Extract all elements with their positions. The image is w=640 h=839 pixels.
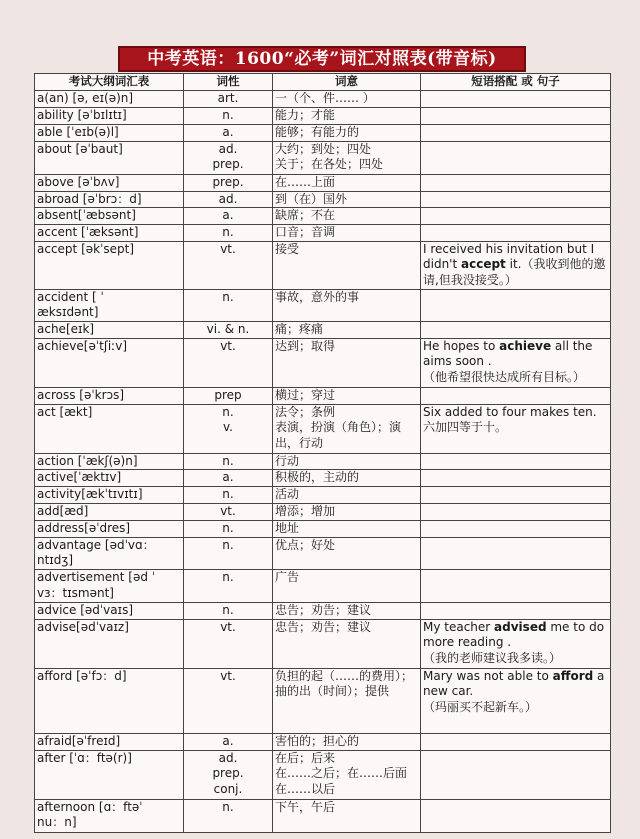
meaning-cell-text: 一（个、件…… ） <box>275 91 375 105</box>
meaning-cell <box>273 225 421 242</box>
meaning-cell-text: 积极的，主动的 <box>275 470 360 485</box>
example-cell <box>421 537 611 569</box>
meaning-cell-text: 优点；好处 <box>275 537 336 552</box>
word-cell-text: accent [ˈæksənt] <box>37 225 139 240</box>
example-cell <box>421 503 611 520</box>
pos-cell-text: n. <box>222 569 234 584</box>
word-cell-text: able [ˈeɪb(ə)l] <box>37 124 119 139</box>
table-row <box>35 487 611 504</box>
pos-cell-text: n. <box>222 537 234 552</box>
table-row <box>35 91 611 108</box>
table-row <box>35 404 611 453</box>
example-cell-text: （他希望很快达成所有目标。） <box>423 369 586 384</box>
table-row <box>35 338 611 387</box>
example-cell <box>421 733 611 750</box>
word-cell <box>35 124 184 141</box>
example-cell <box>421 124 611 141</box>
word-cell <box>35 225 184 242</box>
meaning-cell <box>273 289 421 321</box>
meaning-cell-text: 能力；才能 <box>275 108 336 122</box>
meaning-cell <box>273 174 421 191</box>
pos-cell <box>184 453 273 470</box>
example-cell <box>421 404 611 453</box>
example-cell-text: He hopes to achieve all the aims soon . <box>423 338 593 369</box>
page-title: 中考英语：1600“必考”词汇对照表(带音标) <box>118 46 526 72</box>
example-cell-text: Six added to four makes ten. <box>423 404 597 419</box>
table-row <box>35 750 611 799</box>
table-row <box>35 619 611 668</box>
word-cell-text: a(an) [ə, eɪ(ə)n] <box>37 91 134 105</box>
word-cell-text: accept [əkˈsept] <box>37 241 135 256</box>
word-cell-text: abroad [əˈbrɔ：d] <box>37 191 142 206</box>
table-row <box>35 108 611 125</box>
example-cell <box>421 321 611 338</box>
pos-cell-text: n. <box>222 799 234 814</box>
pos-cell <box>184 387 273 404</box>
pos-cell <box>184 520 273 537</box>
table-row <box>35 470 611 487</box>
table-row <box>35 569 611 602</box>
pos-cell <box>184 174 273 191</box>
example-cell <box>421 289 611 321</box>
pos-cell-text: n. <box>222 289 234 304</box>
word-cell-text: afraid[əˈfreɪd] <box>37 733 121 748</box>
pos-cell-text: vt. <box>220 619 236 634</box>
pos-cell-text: n. <box>222 404 234 419</box>
pos-cell-text: a. <box>222 470 234 485</box>
meaning-cell-text: 接受 <box>275 241 300 256</box>
example-cell <box>421 487 611 504</box>
pos-cell <box>184 241 273 289</box>
word-cell-text: about [əˈbaut] <box>37 141 123 156</box>
example-cell <box>421 453 611 470</box>
word-cell-text: ache[eɪk] <box>37 321 95 336</box>
pos-cell-text: vt. <box>220 241 236 256</box>
meaning-cell <box>273 338 421 387</box>
word-cell-text: activity[ækˈtɪvɪtɪ] <box>37 487 143 502</box>
pos-cell <box>184 321 273 338</box>
pos-cell-text: a. <box>222 124 234 139</box>
meaning-cell-text: 广告 <box>275 569 300 584</box>
pos-cell-text: n. <box>222 225 234 240</box>
example-cell <box>421 208 611 225</box>
pos-cell <box>184 569 273 602</box>
example-cell <box>421 108 611 125</box>
word-cell <box>35 108 184 125</box>
pos-cell-text: ad. <box>218 191 238 206</box>
meaning-cell-text: 痛；疼痛 <box>275 321 324 336</box>
table-row <box>35 225 611 242</box>
table-row <box>35 537 611 569</box>
example-cell <box>421 520 611 537</box>
pos-cell <box>184 750 273 799</box>
example-cell <box>421 387 611 404</box>
word-cell <box>35 141 184 174</box>
example-cell-text: （玛丽买不起新车。） <box>423 699 538 714</box>
meaning-cell <box>273 404 421 453</box>
meaning-cell <box>273 569 421 602</box>
pos-cell <box>184 289 273 321</box>
meaning-cell <box>273 124 421 141</box>
pos-cell-text: vi. & n. <box>206 321 250 336</box>
meaning-cell-text: 表演，扮演（角色）；演出，行动 <box>275 420 402 450</box>
example-cell <box>421 470 611 487</box>
table-header-row <box>35 74 611 91</box>
word-cell <box>35 733 184 750</box>
word-cell-text: vɜ：tɪsmənt] <box>37 585 114 600</box>
pos-cell <box>184 225 273 242</box>
meaning-cell <box>273 387 421 404</box>
word-cell-text: afternoon [ɑ：ftəˈ <box>37 799 143 814</box>
meaning-cell <box>273 668 421 733</box>
meaning-cell <box>273 241 421 289</box>
meaning-cell <box>273 321 421 338</box>
example-cell <box>421 241 611 289</box>
word-cell-text: ntɪdʒ] <box>37 553 73 568</box>
meaning-cell <box>273 487 421 504</box>
word-cell <box>35 487 184 504</box>
pos-cell <box>184 141 273 174</box>
pos-cell-text: conj. <box>213 781 243 796</box>
pos-cell-text: vt. <box>220 668 236 683</box>
table-row <box>35 141 611 174</box>
meaning-cell-text: 忠告；劝告；建议 <box>275 619 372 634</box>
word-cell-text: afford [əˈfɔ：d] <box>37 668 127 683</box>
meaning-cell-text: 事故，意外的事 <box>275 289 360 304</box>
meaning-cell-text: 行动 <box>275 453 300 468</box>
example-cell <box>421 619 611 668</box>
meaning-cell-text: 在……之后；在……后面 <box>275 766 408 781</box>
header-example: 短语搭配 或 句子 <box>421 74 611 91</box>
meaning-cell-text: 在……上面 <box>275 174 336 189</box>
meaning-cell-text: 在后；后来 <box>275 750 336 765</box>
pos-cell <box>184 108 273 125</box>
meaning-cell-text: 达到；取得 <box>275 338 336 353</box>
word-cell <box>35 91 184 108</box>
table-row <box>35 124 611 141</box>
table-row <box>35 174 611 191</box>
word-cell <box>35 241 184 289</box>
word-cell-text: above [əˈbʌv] <box>37 174 120 189</box>
meaning-cell <box>273 108 421 125</box>
meaning-cell-text: 负担的起（……的费用）；抽的出（时间）；提供 <box>275 668 414 699</box>
pos-cell <box>184 91 273 108</box>
meaning-cell-text: 到（在）国外 <box>275 191 348 206</box>
meaning-cell <box>273 799 421 832</box>
meaning-cell-text: 害怕的；担心的 <box>275 733 360 748</box>
pos-cell-text: prep. <box>212 157 244 172</box>
word-cell <box>35 569 184 602</box>
word-cell-text: advantage [ədˈvɑ： <box>37 537 155 552</box>
example-cell <box>421 569 611 602</box>
pos-cell <box>184 503 273 520</box>
meaning-cell <box>273 470 421 487</box>
table-row <box>35 520 611 537</box>
word-cell <box>35 404 184 453</box>
pos-cell <box>184 470 273 487</box>
meaning-cell-text: 活动 <box>275 487 300 502</box>
table-row <box>35 799 611 832</box>
example-cell <box>421 191 611 208</box>
meaning-cell <box>273 750 421 799</box>
meaning-cell <box>273 191 421 208</box>
pos-cell-text: n. <box>222 487 234 502</box>
word-cell <box>35 208 184 225</box>
meaning-cell <box>273 91 421 108</box>
pos-cell-text: prep. <box>212 766 244 781</box>
meaning-cell-text: 法令；条例 <box>275 404 336 419</box>
table-row <box>35 208 611 225</box>
example-cell-text: Mary was not able to afford a new car. <box>423 668 605 699</box>
pos-cell <box>184 799 273 832</box>
word-cell <box>35 174 184 191</box>
table-row <box>35 453 611 470</box>
meaning-cell-text: 口音；音调 <box>275 225 336 240</box>
example-cell <box>421 91 611 108</box>
pos-cell <box>184 208 273 225</box>
table-row <box>35 733 611 750</box>
pos-cell-text: art. <box>217 91 239 105</box>
table-row <box>35 602 611 619</box>
table-row <box>35 289 611 321</box>
word-cell <box>35 619 184 668</box>
pos-cell-text: vt. <box>220 503 236 518</box>
pos-cell <box>184 124 273 141</box>
word-cell <box>35 470 184 487</box>
example-cell <box>421 141 611 174</box>
pos-cell <box>184 619 273 668</box>
pos-cell-text: v. <box>223 420 233 435</box>
pos-cell <box>184 537 273 569</box>
word-cell <box>35 191 184 208</box>
example-cell-text: My teacher advised me to do more reading . <box>423 619 605 650</box>
meaning-cell-text: 关于；在各处；四处 <box>275 157 384 172</box>
meaning-cell-text: 大约；到处；四处 <box>275 141 372 156</box>
meaning-cell <box>273 208 421 225</box>
word-cell <box>35 321 184 338</box>
word-cell-text: nu：n] <box>37 815 77 830</box>
meaning-cell <box>273 141 421 174</box>
table-row <box>35 321 611 338</box>
pos-cell-text: ad. <box>218 141 238 156</box>
pos-cell <box>184 338 273 387</box>
header-word: 考试大纲词汇表 <box>35 74 184 91</box>
table-row <box>35 387 611 404</box>
example-cell-text: （我的老师建议我多读。） <box>423 650 562 665</box>
meaning-cell <box>273 619 421 668</box>
table-row <box>35 503 611 520</box>
word-cell-text: advertisement [əd ˈ <box>37 569 156 584</box>
meaning-cell-text: 在……以后 <box>275 781 336 796</box>
pos-cell <box>184 404 273 453</box>
word-cell <box>35 503 184 520</box>
word-cell-text: advise[ədˈvaɪz] <box>37 619 129 634</box>
header-meaning: 词意 <box>273 74 421 91</box>
word-cell-text: ability [əˈbɪlɪtɪ] <box>37 108 127 122</box>
example-cell <box>421 602 611 619</box>
pos-cell-text: prep. <box>212 174 244 189</box>
meaning-cell-text: 增添；增加 <box>275 503 336 518</box>
meaning-cell-text: 忠告；劝告；建议 <box>275 602 372 617</box>
table-body <box>35 91 611 833</box>
vocabulary-table <box>34 73 611 833</box>
pos-cell-text: n. <box>222 453 234 468</box>
pos-cell <box>184 602 273 619</box>
meaning-cell-text: 地址 <box>275 520 300 535</box>
meaning-cell-text: 能够；有能力的 <box>275 124 360 139</box>
pos-cell-text: a. <box>222 208 234 223</box>
word-cell-text: advice [ədˈvaɪs] <box>37 602 134 617</box>
meaning-cell <box>273 537 421 569</box>
pos-cell <box>184 733 273 750</box>
word-cell-text: achieve[əˈtʃiːv] <box>37 338 128 353</box>
pos-cell <box>184 668 273 733</box>
meaning-cell <box>273 520 421 537</box>
meaning-cell-text: 横过；穿过 <box>275 387 336 402</box>
table-row <box>35 668 611 733</box>
word-cell <box>35 602 184 619</box>
pos-cell <box>184 191 273 208</box>
meaning-cell <box>273 503 421 520</box>
word-cell <box>35 453 184 470</box>
word-cell-text: add[æd] <box>37 503 89 518</box>
example-cell <box>421 799 611 832</box>
meaning-cell-text: 下午，午后 <box>275 799 336 814</box>
pos-cell-text: ad. <box>218 750 238 765</box>
word-cell <box>35 799 184 832</box>
word-cell-text: absent[ˈæbsənt] <box>37 208 136 223</box>
word-cell <box>35 750 184 799</box>
meaning-cell <box>273 602 421 619</box>
pos-cell-text: n. <box>222 108 234 122</box>
word-cell-text: accident [ ˈ <box>37 289 104 304</box>
word-cell-text: after [ˈɑ：ftə(r)] <box>37 750 132 765</box>
pos-cell <box>184 487 273 504</box>
word-cell-text: action [ˈækʃ(ə)n] <box>37 453 138 468</box>
pos-cell-text: n. <box>222 602 234 617</box>
word-cell <box>35 387 184 404</box>
example-cell <box>421 174 611 191</box>
pos-cell-text: n. <box>222 520 234 535</box>
table-row <box>35 241 611 289</box>
word-cell <box>35 668 184 733</box>
example-cell-text: I received his invitation but I didn't accept it.（我收到他的邀请,但我没接受。） <box>423 241 606 287</box>
example-cell <box>421 338 611 387</box>
word-cell <box>35 537 184 569</box>
word-cell-text: active[ˈæktɪv] <box>37 470 122 485</box>
pos-cell-text: prep <box>214 387 242 402</box>
word-cell <box>35 289 184 321</box>
word-cell <box>35 338 184 387</box>
word-cell <box>35 520 184 537</box>
table-row <box>35 191 611 208</box>
meaning-cell-text: 缺席；不在 <box>275 208 336 223</box>
header-pos: 词性 <box>184 74 273 91</box>
word-cell-text: across [əˈkrɔs] <box>37 387 125 402</box>
example-cell <box>421 668 611 733</box>
word-cell-text: act [ækt] <box>37 404 93 419</box>
meaning-cell <box>273 733 421 750</box>
meaning-cell <box>273 453 421 470</box>
word-cell-text: æksɪdənt] <box>37 305 99 320</box>
example-cell-text: 六加四等于十。 <box>423 420 508 435</box>
example-cell <box>421 750 611 799</box>
word-cell-text: address[əˈdres] <box>37 520 131 535</box>
pos-cell-text: a. <box>222 733 234 748</box>
example-cell <box>421 225 611 242</box>
pos-cell-text: vt. <box>220 338 236 353</box>
